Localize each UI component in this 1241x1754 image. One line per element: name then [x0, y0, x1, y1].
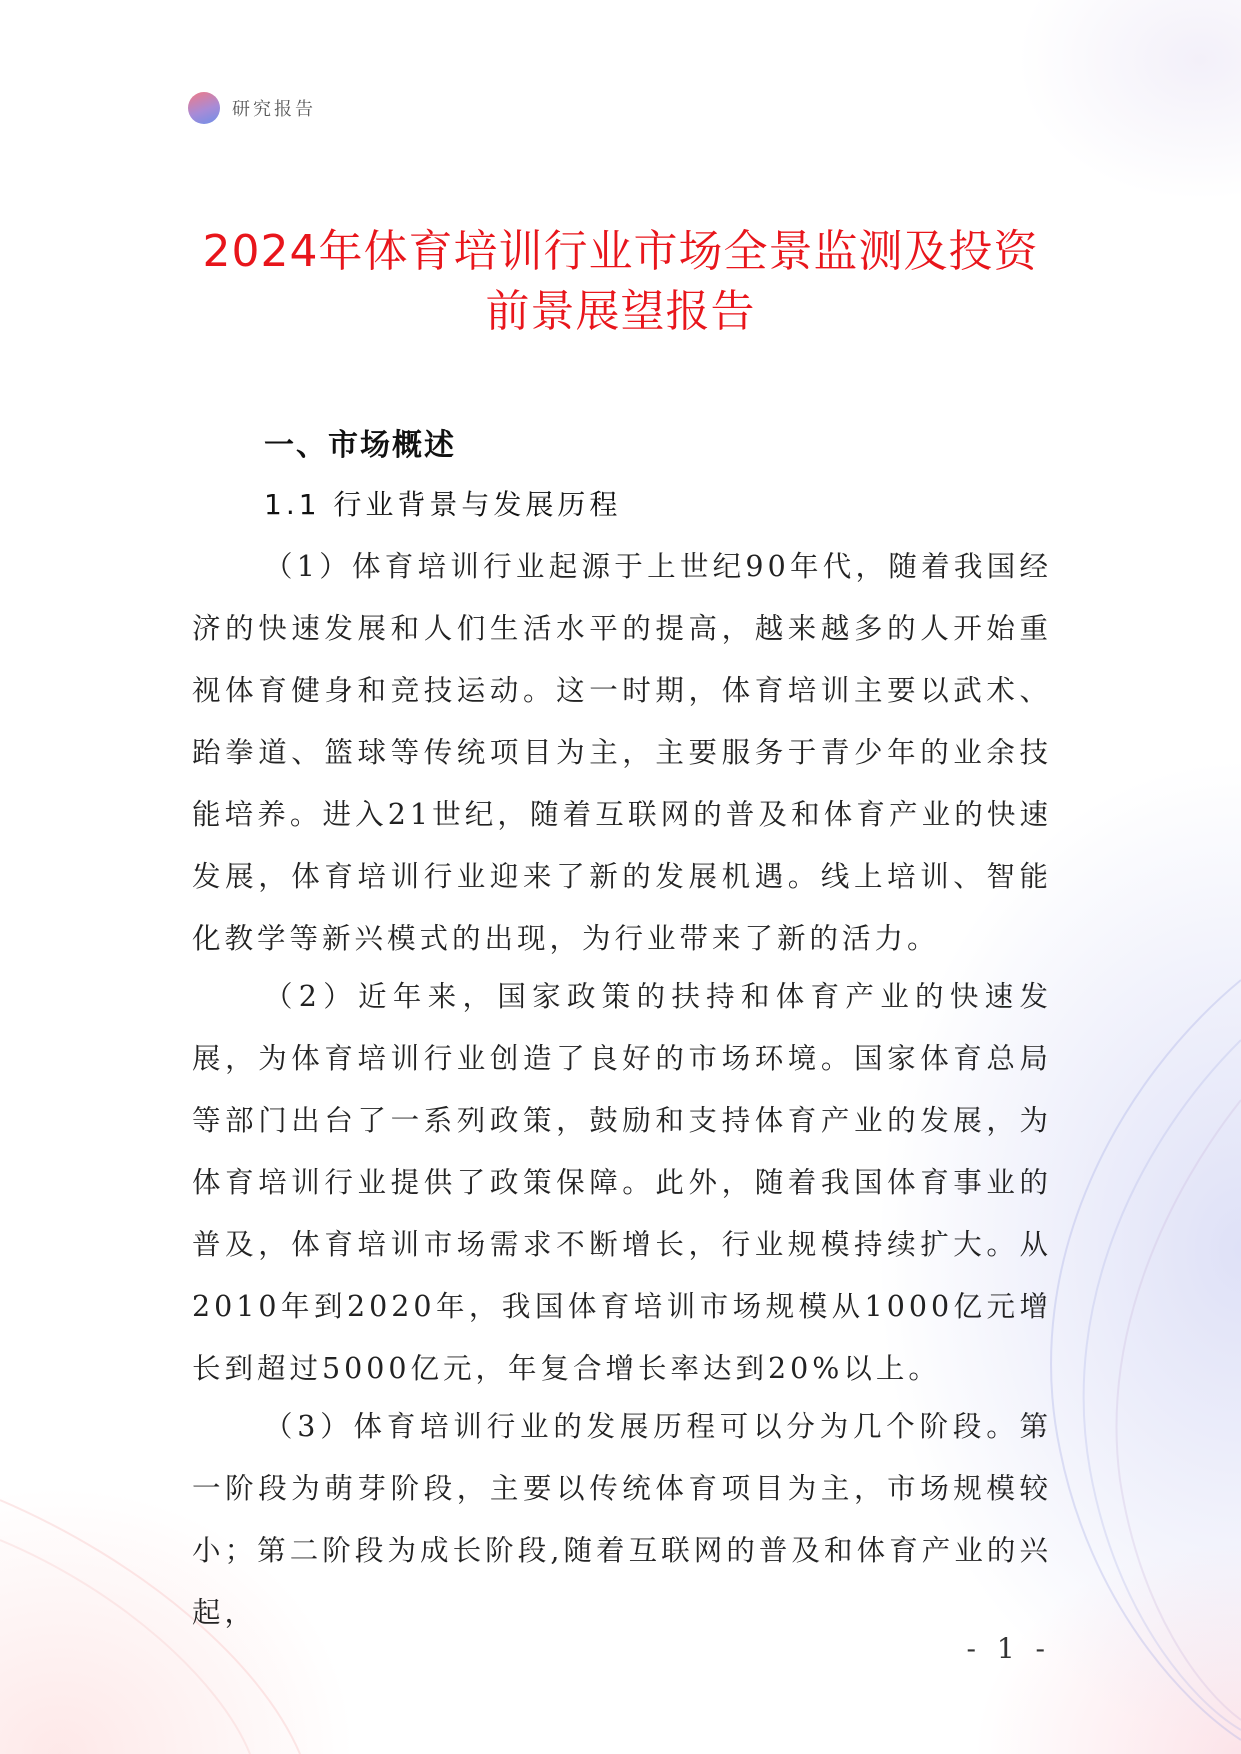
- paragraph-3: （3）体育培训行业的发展历程可以分为几个阶段。第一阶段为萌芽阶段，主要以传统体育项目为主，市场规模较小；第二阶段为成长阶段,随着互联网的普及和体育产业的兴起，: [192, 1410, 1052, 1629]
- document-title-line-1: 2024年体育培训行业市场全景监测及投资: [202, 226, 1039, 277]
- paragraph-1: （1）体育培训行业起源于上世纪90年代，随着我国经济的快速发展和人们生活水平的提高，越来越多的人开始重视体育健身和竞技运动。这一时期，体育培训主要以武术、跆拳道、篮球等传统项目为主，主要服务于青少年的业余技能培养。进入21世纪，随着互联网的普及和体育产业的快速发展，体育培训行业迎来了新的发展机遇。线上培训、智能化教学等新兴模式的出现，为行业带来了新的活力。: [192, 550, 1052, 955]
- document-title-line-2: 前景展望报告: [485, 286, 756, 337]
- section-heading: 一、市场概述: [264, 428, 456, 463]
- subsection-heading: 1.1 行业背景与发展历程: [264, 488, 622, 521]
- logo-circle-icon: [188, 92, 220, 124]
- page-number: - 1 -: [966, 1632, 1051, 1665]
- report-header: [188, 92, 316, 124]
- paragraph-2: （2）近年来，国家政策的扶持和体育产业的快速发展，为体育培训行业创造了良好的市场环境。国家体育总局等部门出台了一系列政策，鼓励和支持体育产业的发展，为体育培训行业提供了政策保障。此外，随着我国体育事业的普及，体育培训市场需求不断增长，行业规模持续扩大。从2010年到2020年，我国体育培训市场规模从1000亿元增长到超过5000亿元，年复合增长率达到20%以上。: [192, 980, 1052, 1385]
- header-label: 研究报告: [232, 99, 316, 120]
